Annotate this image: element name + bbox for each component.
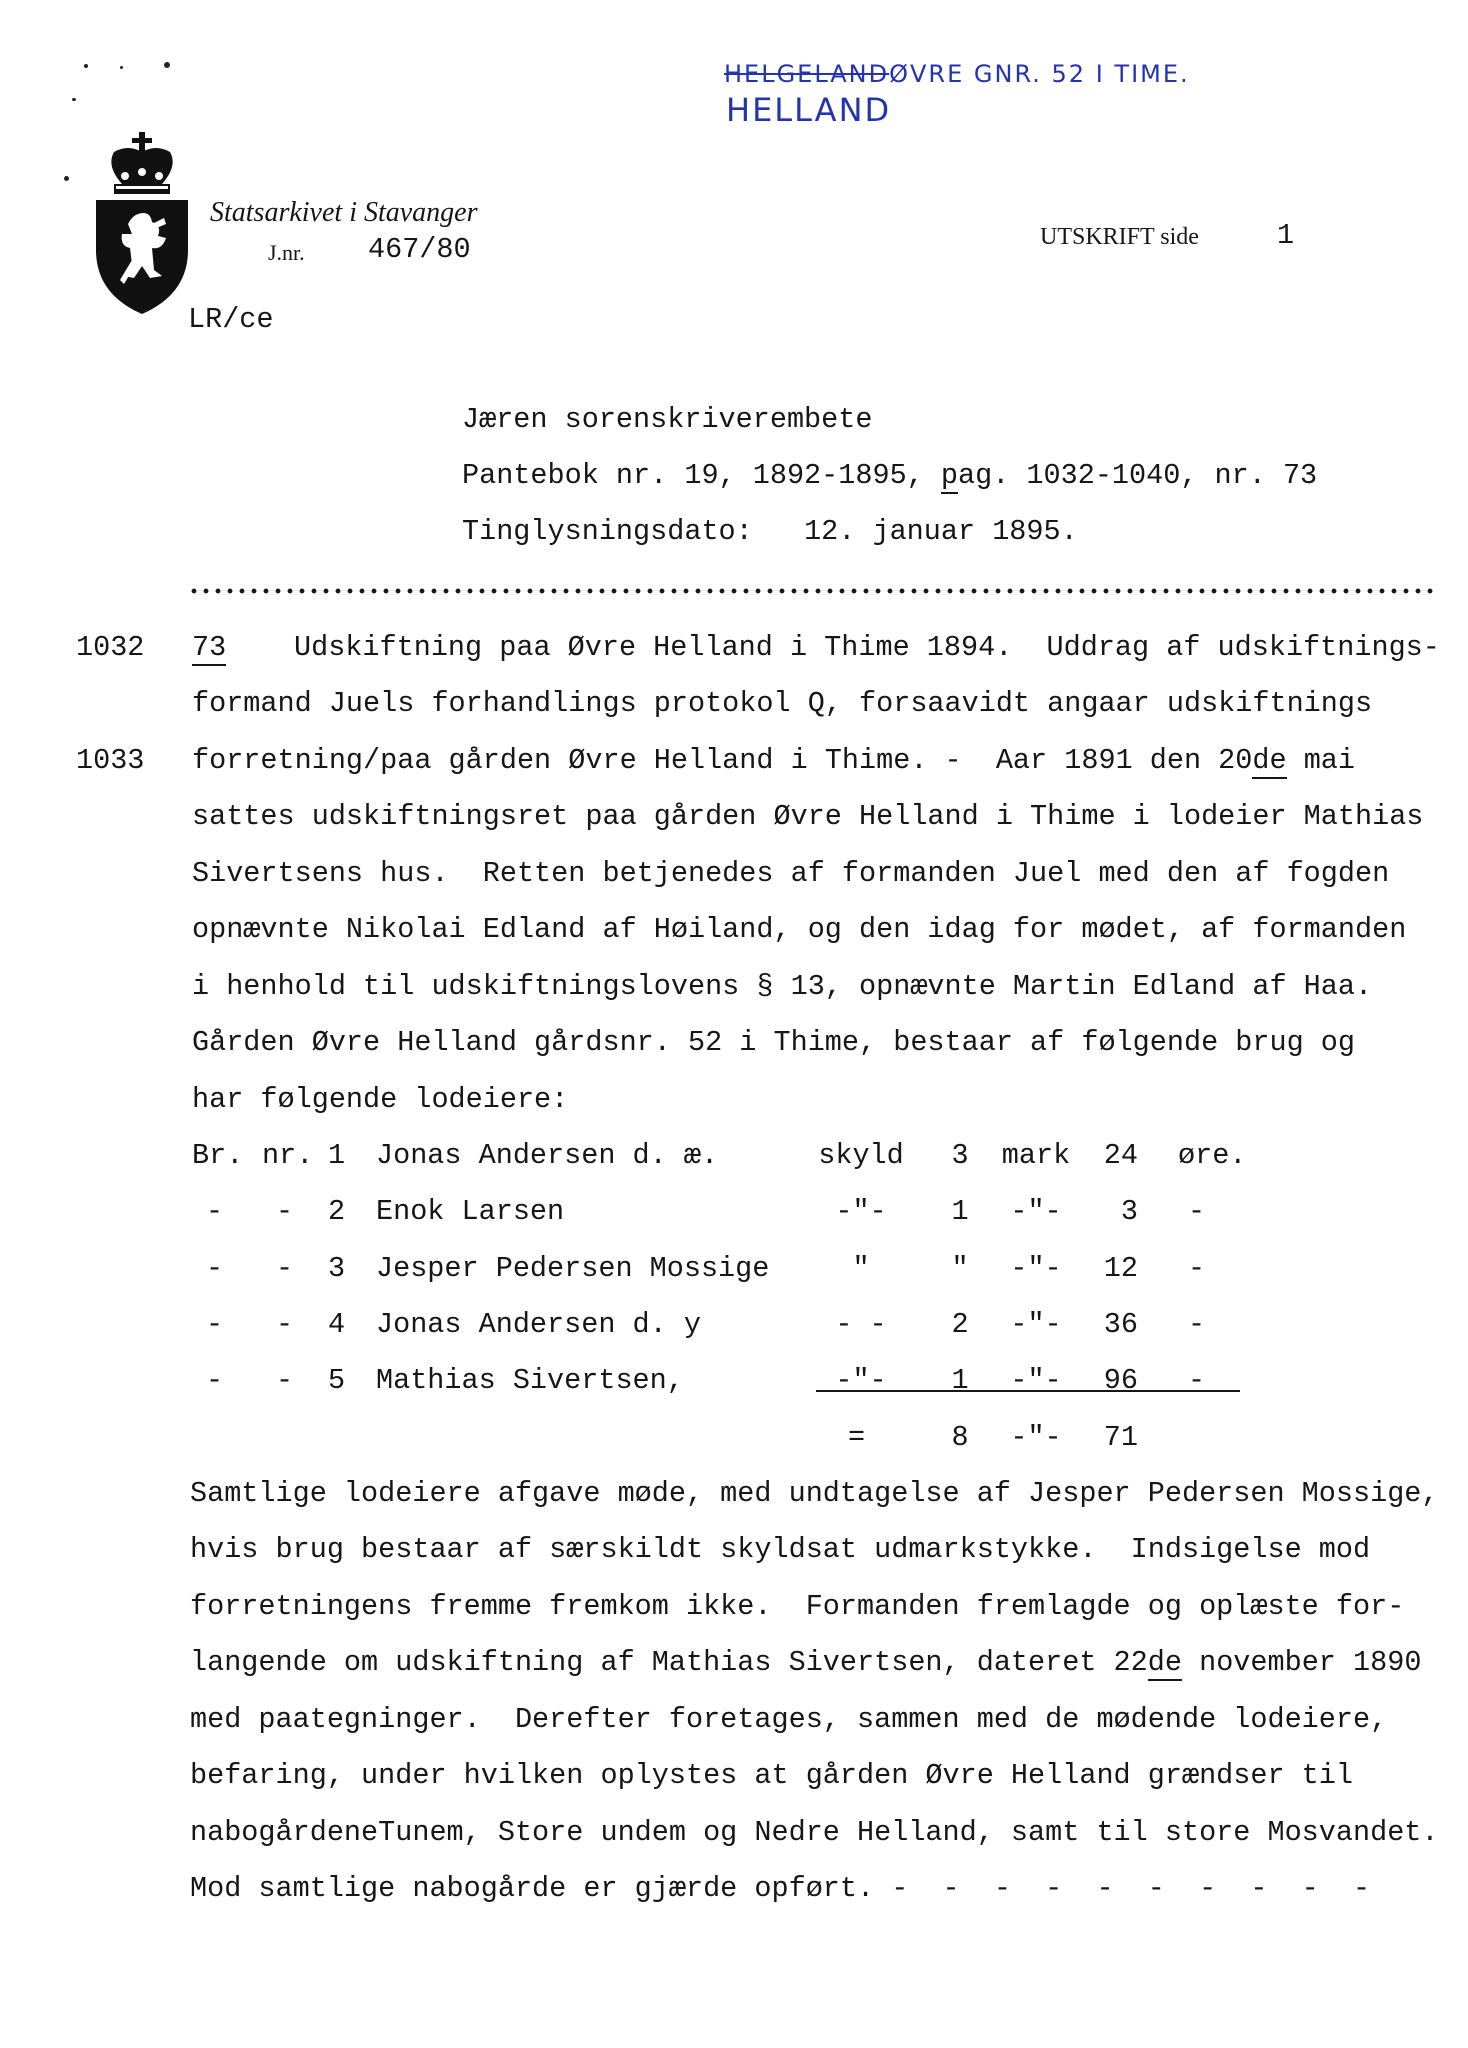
table-cell: -"-	[1010, 1364, 1062, 1397]
table-cell: 5	[328, 1364, 346, 1397]
table-cell: -	[276, 1308, 294, 1341]
body-span: langende om udskiftning af Mathias Sivertsen, dateret 22	[190, 1646, 1148, 1679]
table-cell: -"-	[1010, 1195, 1062, 1228]
table-cell: 12	[1103, 1252, 1138, 1285]
body-underlined: de	[1252, 744, 1287, 777]
scan-speck	[84, 64, 88, 68]
table-cell: -"-	[1010, 1252, 1062, 1285]
body-line: Gården Øvre Helland gårdsnr. 52 i Thime, bestaar af følgende brug og	[192, 1026, 1355, 1059]
coat-of-arms-icon	[92, 130, 192, 316]
table-cell: 3	[1120, 1195, 1138, 1228]
annotation-text: ØVRE GNR. 52 I TIME.	[889, 60, 1190, 88]
table-cell: Jonas Andersen d. æ.	[376, 1139, 719, 1172]
table-cell: 3	[951, 1139, 969, 1172]
body-line: forretningens fremme fremkom ikke. Formanden fremlagde og oplæste for-	[190, 1590, 1405, 1623]
table-cell: -	[1188, 1195, 1206, 1228]
source-book	[462, 459, 1318, 492]
table-cell: 2	[951, 1308, 969, 1341]
scan-speck	[120, 66, 123, 69]
table-cell: -	[206, 1195, 224, 1228]
table-cell: -	[276, 1364, 294, 1397]
margin-page-1032: 1032	[76, 631, 145, 664]
body-line: opnævnte Nikolai Edland af Høiland, og den idag for mødet, af formanden	[192, 913, 1407, 946]
table-cell: -"-	[835, 1364, 887, 1397]
table-cell: 1	[951, 1195, 969, 1228]
table-cell: skyld	[818, 1139, 904, 1172]
table-cell: "	[852, 1252, 870, 1285]
table-cell: Enok Larsen	[376, 1195, 565, 1228]
table-cell: -	[1188, 1252, 1206, 1285]
scan-speck	[64, 176, 69, 181]
table-cell: 2	[328, 1195, 346, 1228]
table-cell: 4	[328, 1308, 346, 1341]
scan-speck	[164, 62, 170, 68]
initials: LR/ce	[188, 303, 274, 336]
table-cell: 1	[951, 1364, 969, 1397]
body-span: forretning/paa gården Øvre Helland i Thime. - Aar 1891 den 20	[192, 744, 1253, 777]
table-cell: 96	[1103, 1364, 1138, 1397]
body-span: mai	[1286, 744, 1356, 777]
scan-speck	[72, 98, 76, 101]
body-line	[190, 1646, 1422, 1679]
table-cell: 1	[328, 1139, 346, 1172]
book-suffix: ag. 1032-1040, nr. 73	[958, 459, 1318, 492]
table-cell: 24	[1103, 1139, 1138, 1172]
handwritten-annotation	[724, 62, 1190, 86]
book-prefix: Pantebok nr. 19, 1892-1895,	[462, 459, 941, 492]
body-line: Samtlige lodeiere afgave møde, med undtagelse af Jesper Pedersen Mossige,	[190, 1477, 1439, 1510]
handwritten-farm-name: HELLAND	[726, 91, 892, 129]
table-cell: mark	[1001, 1139, 1071, 1172]
page-number: 1	[1277, 219, 1295, 252]
table-cell: 71	[1103, 1421, 1138, 1454]
table-cell: Mathias Sivertsen,	[376, 1364, 684, 1397]
entry-number	[192, 631, 227, 664]
table-cell: nr.	[262, 1139, 314, 1172]
body-line: Udskiftning paa Øvre Helland i Thime 1894. Uddrag af udskiftnings-	[294, 631, 1440, 664]
table-cell: -	[1188, 1308, 1206, 1341]
table-cell: Jesper Pedersen Mossige	[376, 1252, 770, 1285]
jnr-label: J.nr.	[268, 240, 305, 265]
dotted-separator	[188, 586, 1434, 596]
struck-text: HELGELAND	[724, 60, 890, 88]
book-pag: p	[940, 459, 958, 492]
body-line: befaring, under hvilken oplystes at gården Øvre Helland grændser til	[190, 1759, 1353, 1792]
table-cell: =	[848, 1421, 866, 1454]
body-line: i henhold til udskiftningslovens § 13, opnævnte Martin Edland af Haa.	[192, 970, 1373, 1003]
table-cell: -	[206, 1252, 224, 1285]
table-cell: Br.	[192, 1139, 244, 1172]
body-line	[192, 744, 1356, 777]
table-cell: øre.	[1178, 1139, 1247, 1172]
table-cell: - -	[835, 1308, 887, 1341]
jnr-value: 467/80	[368, 233, 471, 266]
entry-number-value: 73	[192, 631, 227, 664]
table-cell: -	[206, 1364, 224, 1397]
date-value: 12. januar 1895.	[804, 515, 1078, 548]
table-cell: Jonas Andersen d. y	[376, 1308, 701, 1341]
registration-date	[462, 515, 1078, 548]
margin-page-1033: 1033	[76, 744, 145, 777]
table-cell: -	[276, 1252, 294, 1285]
body-line: nabogårdeneTunem, Store undem og Nedre Helland, samt til store Mosvandet.	[190, 1816, 1439, 1849]
table-cell: -	[206, 1308, 224, 1341]
table-cell: -"-	[1010, 1308, 1062, 1341]
table-cell: -	[276, 1195, 294, 1228]
body-line: Mod samtlige nabogårde er gjærde opført. - - - - - - - - - -	[190, 1872, 1371, 1905]
body-span: november 1890	[1181, 1646, 1422, 1679]
body-line: har følgende lodeiere:	[192, 1083, 569, 1116]
date-label: Tinglysningsdato:	[462, 515, 753, 548]
body-line: med paategninger. Derefter foretages, sammen med de mødende lodeiere,	[190, 1703, 1388, 1736]
body-line: hvis brug bestaar af særskildt skyldsat udmarkstykke. Indsigelse mod	[190, 1533, 1371, 1566]
table-cell: -	[1188, 1364, 1206, 1397]
body-line: Sivertsens hus. Retten betjenedes af formanden Juel med den af fogden	[192, 857, 1390, 890]
utskrift-label: UTSKRIFT side	[1040, 224, 1199, 250]
table-cell: 8	[951, 1421, 969, 1454]
body-line: formand Juels forhandlings protokol Q, forsaavidt angaar udskiftnings	[192, 687, 1373, 720]
table-cell: -"-	[1010, 1421, 1062, 1454]
archive-name: Statsarkivet i Stavanger	[210, 197, 478, 228]
table-cell: 3	[328, 1252, 346, 1285]
sum-rule	[816, 1390, 1240, 1392]
body-underlined: de	[1147, 1646, 1182, 1679]
source-office: Jæren sorenskriverembete	[462, 403, 873, 436]
table-cell: -"-	[835, 1195, 887, 1228]
body-line: sattes udskiftningsret paa gården Øvre Helland i Thime i lodeier Mathias	[192, 800, 1424, 833]
table-cell: 36	[1103, 1308, 1138, 1341]
table-cell: "	[951, 1252, 969, 1285]
